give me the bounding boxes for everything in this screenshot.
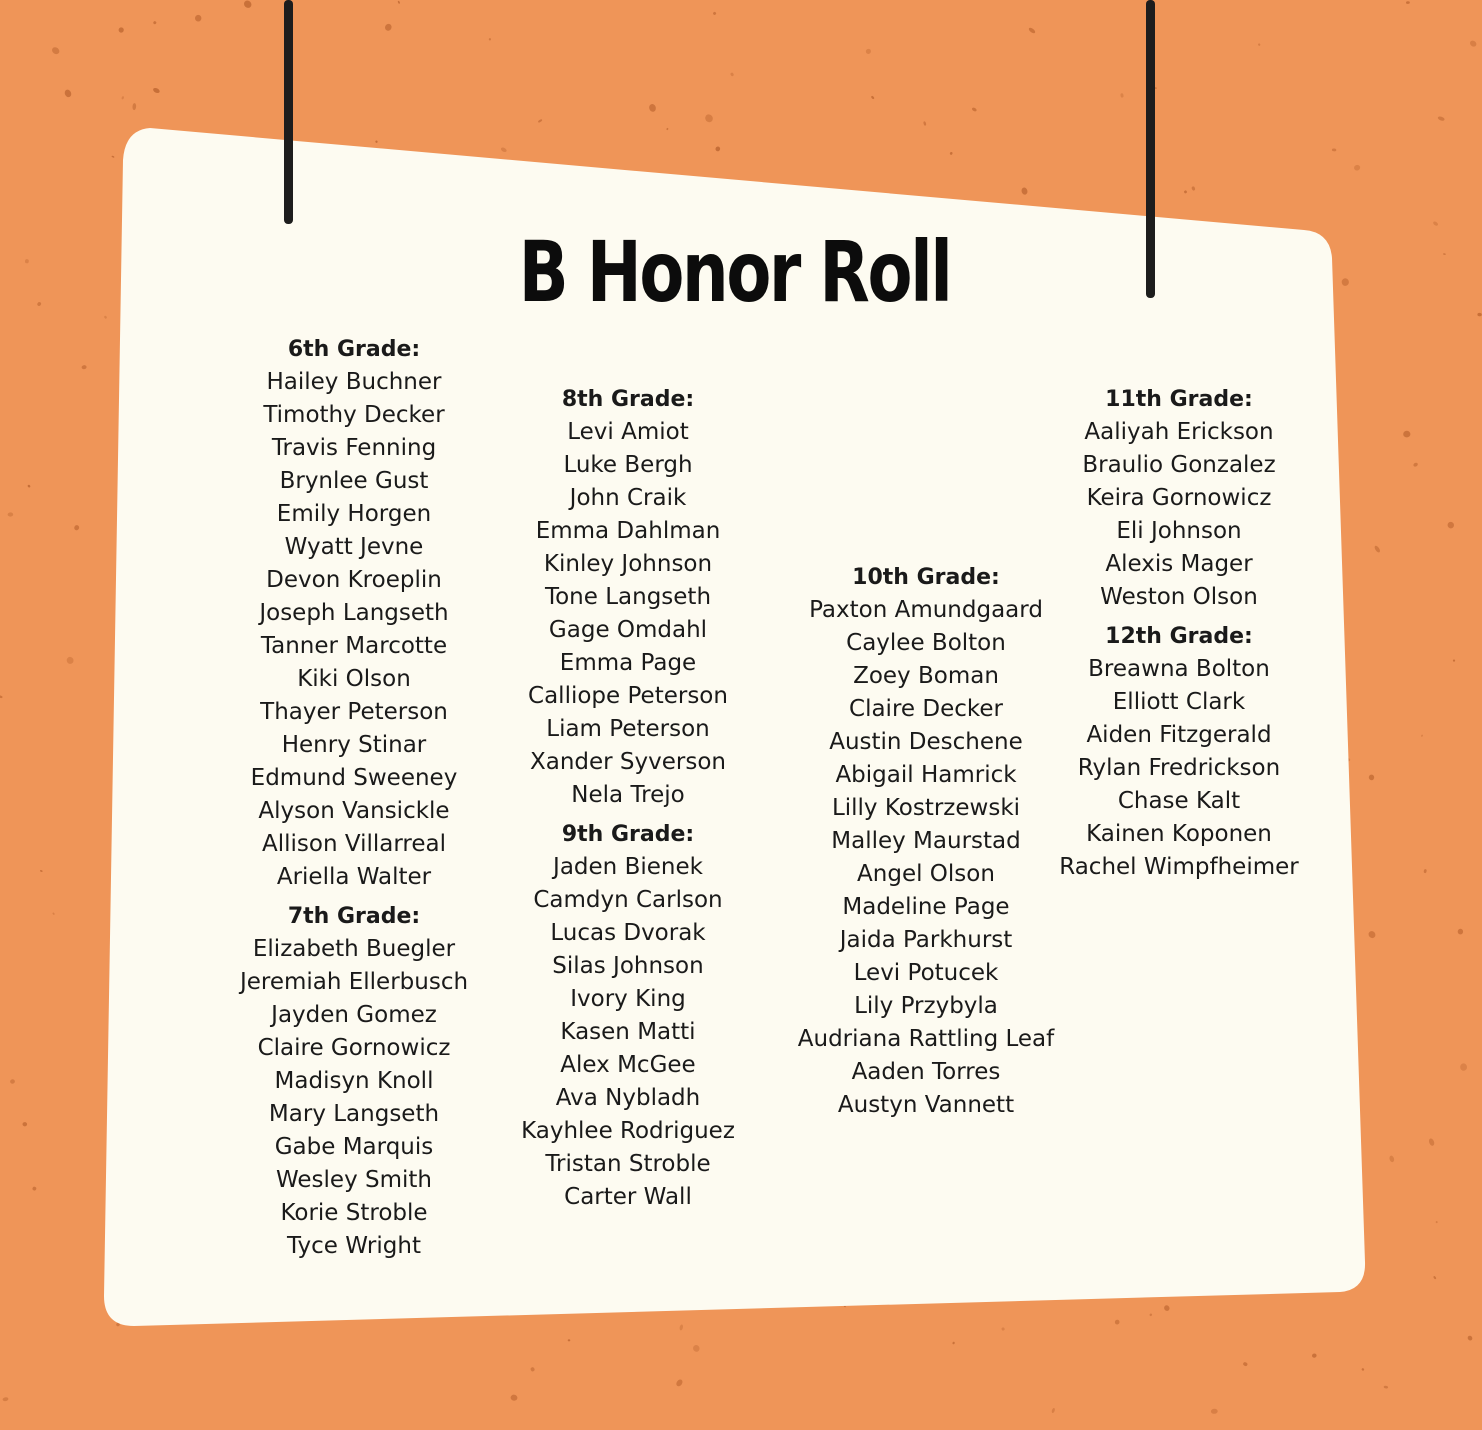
student-name: Ava Nybladh bbox=[555, 1085, 701, 1111]
student-name: Austyn Vannett bbox=[837, 1092, 1015, 1118]
student-name: Lily Przybyla bbox=[854, 993, 998, 1019]
student-name: Jaden Bienek bbox=[553, 854, 703, 880]
student-name: Camdyn Carlson bbox=[533, 887, 723, 913]
student-name: Alexis Mager bbox=[1105, 551, 1253, 577]
student-name: Silas Johnson bbox=[552, 953, 704, 979]
grade-column-3 bbox=[776, 561, 1076, 1122]
student-name: Travis Fenning bbox=[271, 435, 437, 461]
student-name: Alyson Vansickle bbox=[258, 798, 450, 824]
student-name: Hailey Buchner bbox=[266, 369, 442, 395]
student-name: Tanner Marcotte bbox=[260, 633, 448, 659]
student-name: Mary Langseth bbox=[268, 1101, 440, 1127]
student-name: Levi Amiot bbox=[567, 419, 689, 445]
grade-heading: 7th Grade: bbox=[287, 904, 421, 929]
grade-heading: 9th Grade: bbox=[561, 822, 695, 847]
student-name: Joseph Langseth bbox=[259, 600, 449, 626]
student-name: Wesley Smith bbox=[276, 1167, 432, 1193]
student-name: Lucas Dvorak bbox=[550, 920, 706, 946]
student-name: Timothy Decker bbox=[263, 402, 445, 428]
student-name: Claire Decker bbox=[849, 696, 1003, 722]
student-name: Abigail Hamrick bbox=[835, 762, 1017, 788]
grade-column-4 bbox=[1040, 383, 1318, 884]
student-name: Devon Kroeplin bbox=[266, 567, 442, 593]
hanging-string-left bbox=[284, 0, 293, 224]
student-name: Zoey Boman bbox=[853, 663, 999, 689]
student-name: Jaida Parkhurst bbox=[839, 927, 1013, 953]
student-name: Paxton Amundgaard bbox=[809, 597, 1043, 623]
student-name: Braulio Gonzalez bbox=[1082, 452, 1276, 478]
student-name: Gabe Marquis bbox=[274, 1134, 434, 1160]
student-name: Malley Maurstad bbox=[831, 828, 1021, 854]
student-name: Claire Gornowicz bbox=[257, 1035, 451, 1061]
student-name: Madeline Page bbox=[842, 894, 1010, 920]
student-name: Tyce Wright bbox=[287, 1233, 421, 1259]
student-name: Caylee Bolton bbox=[846, 630, 1006, 656]
student-name: Kasen Matti bbox=[560, 1019, 696, 1045]
grade-heading: 12th Grade: bbox=[1105, 624, 1253, 649]
student-name: Thayer Peterson bbox=[260, 699, 448, 725]
grade-column-1 bbox=[214, 333, 494, 1263]
page-title: B Honor Roll bbox=[518, 223, 951, 321]
student-name: Jeremiah Ellerbusch bbox=[239, 969, 469, 995]
student-name: Tristan Stroble bbox=[545, 1151, 711, 1177]
student-name: Angel Olson bbox=[857, 861, 995, 887]
grade-heading: 6th Grade: bbox=[287, 337, 421, 362]
student-name: Brynlee Gust bbox=[279, 468, 429, 494]
student-name: Aiden Fitzgerald bbox=[1086, 722, 1272, 748]
student-name: Ivory King bbox=[570, 986, 686, 1012]
student-name: Carter Wall bbox=[564, 1184, 692, 1210]
student-name: Tone Langseth bbox=[544, 584, 712, 610]
student-name: Aaliyah Erickson bbox=[1084, 419, 1274, 445]
student-name: Kiki Olson bbox=[297, 666, 411, 692]
student-name: Keira Gornowicz bbox=[1086, 485, 1272, 511]
student-name: Xander Syverson bbox=[529, 749, 726, 775]
student-name: Henry Stinar bbox=[281, 732, 427, 758]
student-name: Jayden Gomez bbox=[271, 1002, 437, 1028]
student-name: Wyatt Jevne bbox=[284, 534, 424, 560]
student-name: Chase Kalt bbox=[1117, 788, 1241, 814]
student-name: Nela Trejo bbox=[571, 782, 685, 808]
grade-heading: 11th Grade: bbox=[1105, 387, 1253, 412]
grade-column-2 bbox=[498, 383, 758, 1214]
student-name: Emma Dahlman bbox=[535, 518, 721, 544]
student-name: Elizabeth Buegler bbox=[252, 936, 456, 962]
student-name: Emma Page bbox=[559, 650, 697, 676]
student-name: Alex McGee bbox=[560, 1052, 696, 1078]
student-name: Emily Horgen bbox=[276, 501, 432, 527]
student-name: Rachel Wimpfheimer bbox=[1059, 854, 1299, 880]
student-name: Audriana Rattling Leaf bbox=[797, 1026, 1055, 1052]
student-name: John Craik bbox=[569, 485, 687, 511]
student-name: Lilly Kostrzewski bbox=[831, 795, 1021, 821]
student-name: Eli Johnson bbox=[1116, 518, 1242, 544]
student-name: Calliope Peterson bbox=[528, 683, 728, 709]
student-name: Weston Olson bbox=[1100, 584, 1258, 610]
grade-heading: 10th Grade: bbox=[852, 565, 1000, 590]
student-name: Levi Potucek bbox=[853, 960, 999, 986]
student-name: Korie Stroble bbox=[280, 1200, 428, 1226]
student-name: Liam Peterson bbox=[546, 716, 710, 742]
student-name: Austin Deschene bbox=[829, 729, 1023, 755]
student-name: Allison Villarreal bbox=[262, 831, 446, 857]
grade-heading: 8th Grade: bbox=[561, 387, 695, 412]
student-name: Breawna Bolton bbox=[1088, 656, 1270, 682]
student-name: Rylan Fredrickson bbox=[1077, 755, 1281, 781]
student-name: Ariella Walter bbox=[276, 864, 432, 890]
student-name: Edmund Sweeney bbox=[250, 765, 458, 791]
student-name: Aaden Torres bbox=[851, 1059, 1001, 1085]
student-name: Madisyn Knoll bbox=[274, 1068, 434, 1094]
student-name: Kayhlee Rodriguez bbox=[521, 1118, 735, 1144]
student-name: Kainen Koponen bbox=[1086, 821, 1272, 847]
student-name: Gage Omdahl bbox=[548, 617, 708, 643]
student-name: Kinley Johnson bbox=[543, 551, 713, 577]
student-name: Elliott Clark bbox=[1112, 689, 1246, 715]
student-name: Luke Bergh bbox=[563, 452, 693, 478]
